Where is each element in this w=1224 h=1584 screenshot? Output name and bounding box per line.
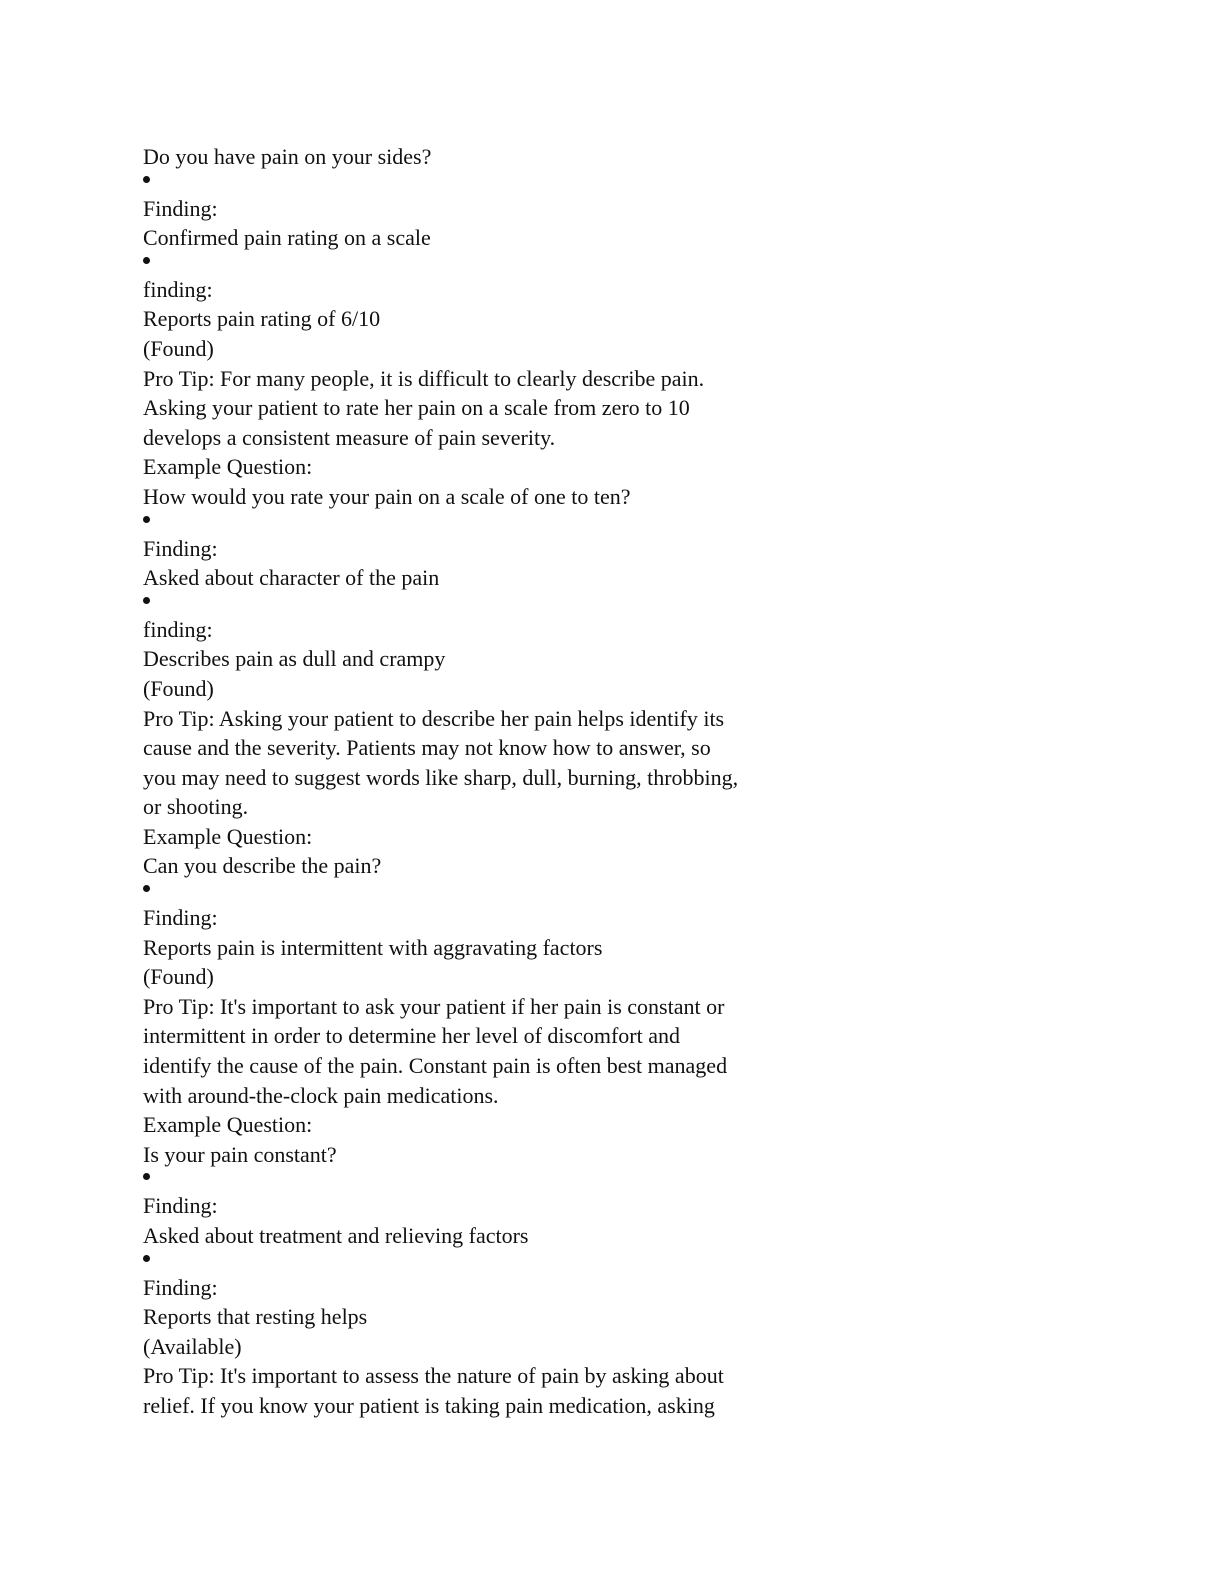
bullet-marker bbox=[143, 512, 803, 534]
bullet-marker bbox=[143, 881, 803, 903]
bullet-dot-icon bbox=[143, 176, 150, 183]
finding-text: Confirmed pain rating on a scale bbox=[143, 225, 431, 251]
bullet-marker bbox=[143, 1169, 803, 1191]
pro-tip-line: intermittent in order to determine her level of discomfort and bbox=[143, 1023, 680, 1049]
bullet-marker bbox=[143, 593, 803, 615]
pro-tip-line: Pro Tip: It's important to ask your patient if her pain is constant or bbox=[143, 993, 725, 1019]
finding-label: Finding: bbox=[143, 1274, 218, 1300]
finding-label: finding: bbox=[143, 276, 213, 302]
bullet-dot-icon bbox=[143, 885, 150, 892]
pro-tip-line: Pro Tip: It's important to assess the nature of pain by asking about bbox=[143, 1363, 724, 1389]
pro-tip-line: cause and the severity. Patients may not know how to answer, so bbox=[143, 735, 711, 761]
pro-tip-line: or shooting. bbox=[143, 794, 249, 820]
bullet-marker bbox=[143, 172, 803, 194]
finding-text: Reports pain rating of 6/10 bbox=[143, 306, 381, 332]
pro-tip-line: Pro Tip: Asking your patient to describe her pain helps identify its bbox=[143, 705, 725, 731]
finding-status: (Found) bbox=[143, 964, 214, 990]
finding-text: Describes pain as dull and crampy bbox=[143, 646, 446, 672]
document-body bbox=[143, 142, 803, 1421]
example-question-label: Example Question: bbox=[143, 1112, 313, 1138]
pro-tip-line: you may need to suggest words like sharp, dull, burning, throbbing, bbox=[143, 764, 739, 790]
bullet-dot-icon bbox=[143, 1173, 150, 1180]
bullet-marker bbox=[143, 1251, 803, 1273]
finding-status: (Available) bbox=[143, 1333, 242, 1359]
finding-text: Asked about treatment and relieving factors bbox=[143, 1223, 529, 1248]
example-question-label: Example Question: bbox=[143, 823, 313, 849]
finding-label: Finding: bbox=[143, 905, 218, 931]
bullet-dot-icon bbox=[143, 257, 150, 264]
bullet-marker bbox=[143, 253, 803, 275]
finding-label: finding: bbox=[143, 616, 213, 642]
finding-text: Reports that resting helps bbox=[143, 1304, 368, 1330]
finding-label: Finding: bbox=[143, 1193, 218, 1219]
bullet-dot-icon bbox=[143, 597, 150, 604]
pro-tip-line: Pro Tip: For many people, it is difficult to clearly describe pain. bbox=[143, 365, 705, 391]
finding-label: Finding: bbox=[143, 195, 218, 221]
pro-tip-line: identify the cause of the pain. Constant pain is often best managed bbox=[143, 1053, 728, 1079]
pro-tip-line: Asking your patient to rate her pain on a scale from zero to 10 bbox=[143, 395, 690, 421]
example-question: Can you describe the pain? bbox=[143, 853, 382, 879]
pro-tip-line: relief. If you know your patient is taking pain medication, asking bbox=[143, 1392, 715, 1418]
example-question-label: Example Question: bbox=[143, 454, 313, 480]
finding-label: Finding: bbox=[143, 535, 218, 561]
bullet-dot-icon bbox=[143, 516, 150, 523]
example-question: How would you rate your pain on a scale of one to ten? bbox=[143, 483, 631, 509]
finding-status: (Found) bbox=[143, 335, 214, 361]
intro-question: Do you have pain on your sides? bbox=[143, 144, 432, 169]
finding-status: (Found) bbox=[143, 675, 214, 701]
finding-text: Asked about character of the pain bbox=[143, 565, 440, 591]
pro-tip-line: develops a consistent measure of pain severity. bbox=[143, 424, 556, 450]
example-question: Is your pain constant? bbox=[143, 1141, 337, 1167]
bullet-dot-icon bbox=[143, 1255, 150, 1262]
pro-tip-line: with around-the-clock pain medications. bbox=[143, 1082, 499, 1108]
finding-text: Reports pain is intermittent with aggravating factors bbox=[143, 934, 603, 960]
